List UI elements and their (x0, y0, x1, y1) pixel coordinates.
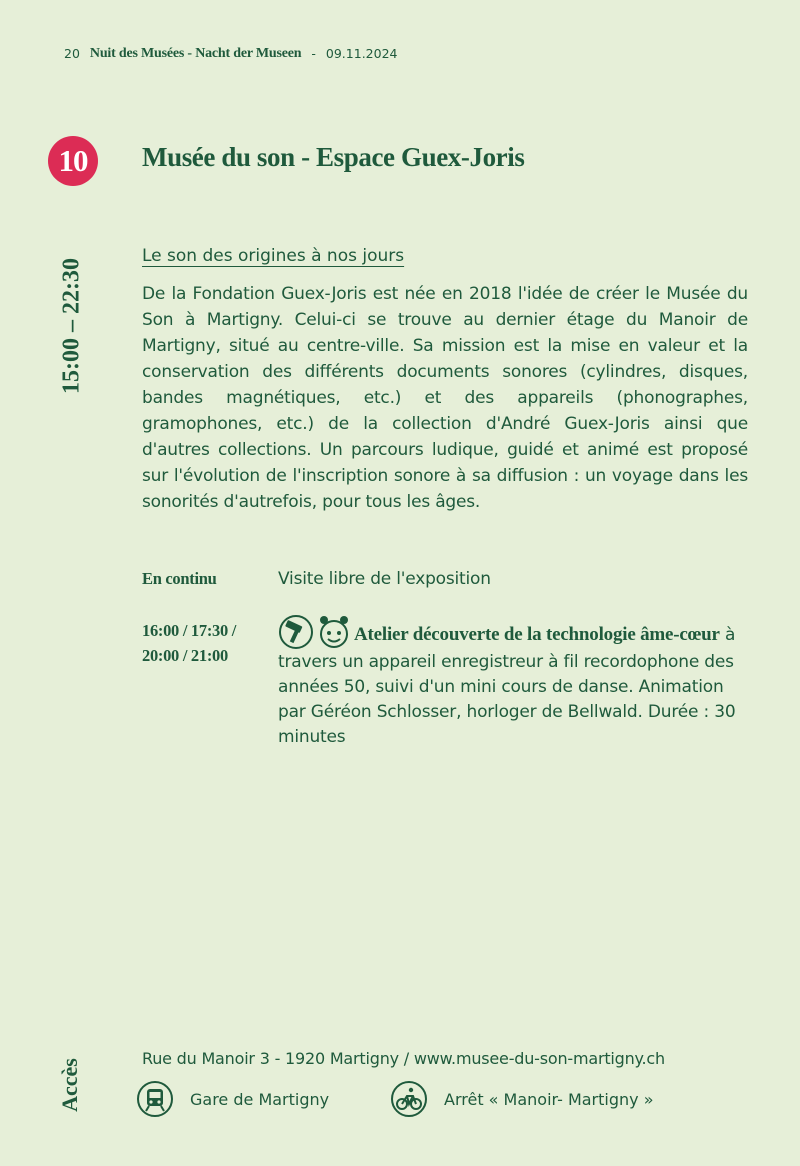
museum-address: Rue du Manoir 3 - 1920 Martigny / www.musee-du-son-martigny.ch (142, 1049, 665, 1068)
schedule-description: Visite libre de l'exposition (278, 569, 491, 589)
publication-date: 09.11.2024 (325, 46, 398, 61)
publication-title: Nuit des Musées - Nacht der Museen (89, 46, 302, 61)
train-station-label: Gare de Martigny (190, 1089, 330, 1109)
schedule-time: 16:00 / 17:30 / (142, 621, 237, 640)
train-icon (136, 1080, 174, 1118)
schedule-time: En continu (142, 569, 217, 588)
schedule-activity (278, 614, 753, 750)
page-number: 20 (64, 46, 80, 61)
bike-access (390, 1080, 654, 1118)
activity-description: à travers un appareil enregistreur à fil recordophone des années 50, suivi d'un mini cours de danse. Animation par Géréon Schlosser, horloger de Bellwald. Durée : 30 minutes (278, 625, 736, 747)
activity-title: Atelier découverte de la technologie âme-cœur (354, 624, 720, 645)
opening-hours: 15:00 – 22:30 (58, 258, 85, 394)
museum-title: Musée du son - Espace Guex-Joris (142, 142, 525, 172)
bus-stop-label: Arrêt « Manoir- Martigny » (444, 1089, 654, 1109)
access-label: Accès (57, 1058, 82, 1112)
museum-number-badge: 10 (48, 136, 98, 186)
exhibition-subtitle: Le son des origines à nos jours (142, 246, 405, 266)
hammer-icon (278, 614, 314, 650)
child-face-icon (316, 614, 352, 650)
bicycle-icon (390, 1080, 428, 1118)
schedule-time: 20:00 / 21:00 (142, 646, 228, 665)
page-header (64, 46, 397, 62)
exhibition-description: De la Fondation Guex-Joris est née en 2018 l'idée de créer le Musée du Son à Martigny. Celui-ci se trouve au dernier étage du Manoir de Martigny, situé au centre-ville. Sa mission est la mise en valeur et la conservation des différents documents sonores (cylindres, disques, bandes magnétiques, etc.) et des appareils (phonographes, gramophones, etc.) de la collection d'André Guex-Joris ainsi que d'autres collections. Un parcours ludique, guidé et animé est proposé sur l'évolution de l'inscription sonore à sa diffusion : un voyage dans les sonorités d'autrefois, pour tous les âges. (142, 284, 748, 512)
header-separator: - (311, 46, 316, 61)
train-access (136, 1080, 329, 1118)
